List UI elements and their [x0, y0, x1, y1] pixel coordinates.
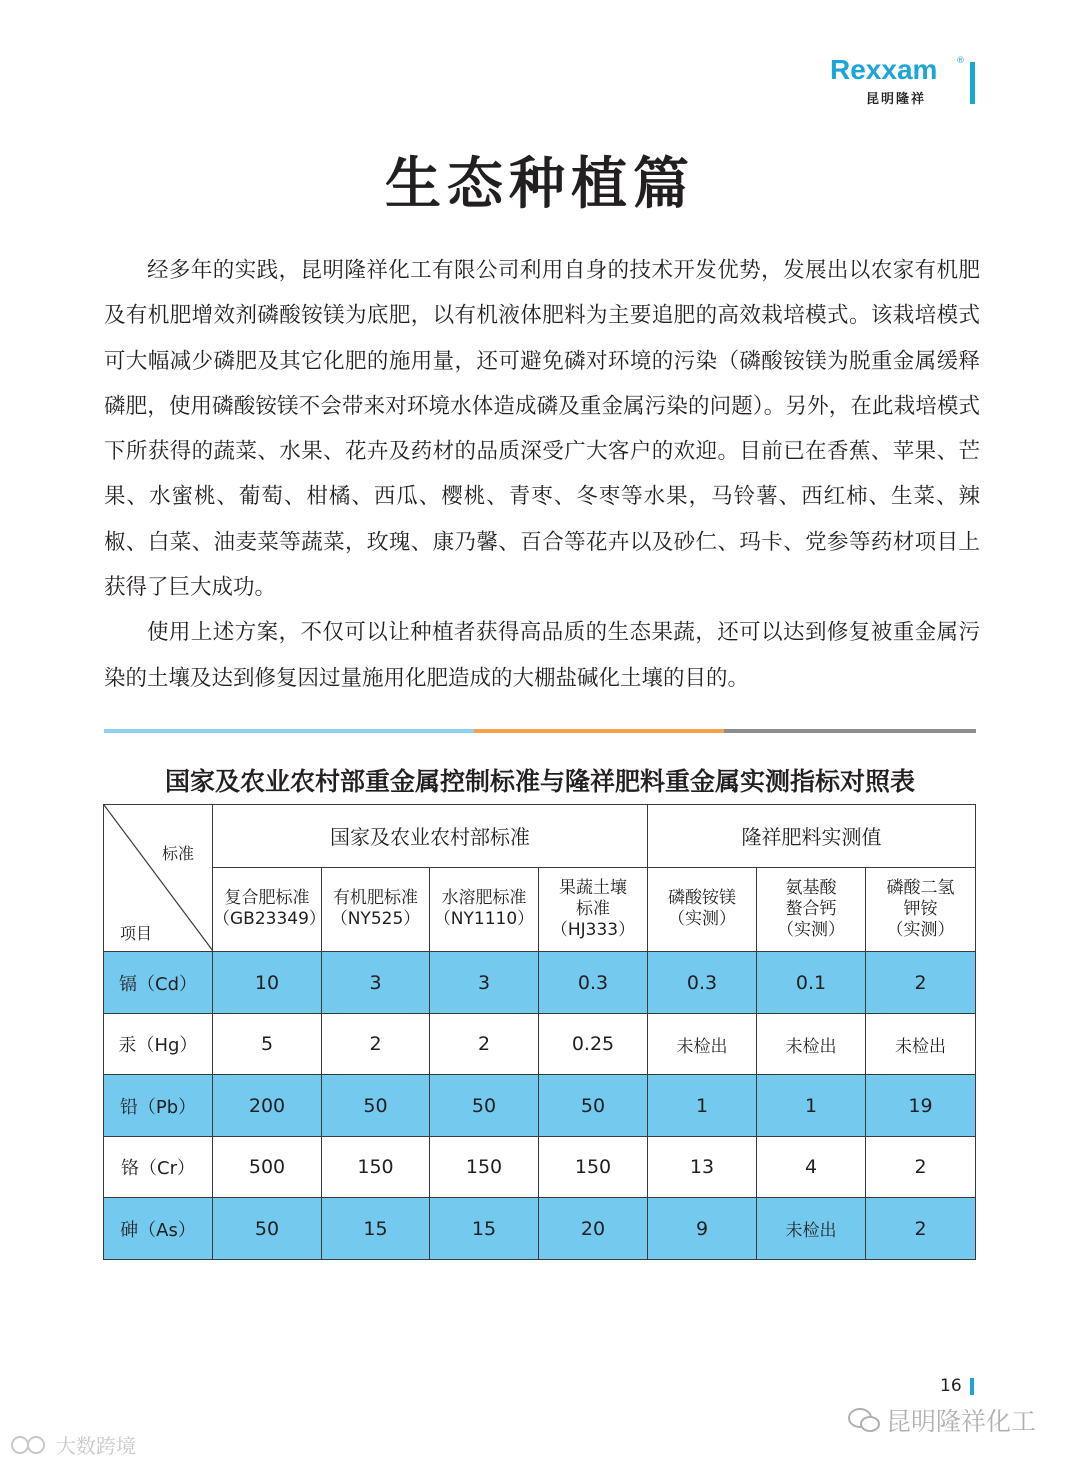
- column-header-line: 钾铵: [903, 898, 938, 919]
- table-cell: 0.3: [648, 952, 757, 1014]
- table-title: 国家及农业农村部重金属控制标准与隆祥肥料重金属实测指标对照表: [164, 767, 915, 796]
- table-cell: 0.25: [539, 1013, 648, 1075]
- watermark-logo-icon: [10, 1434, 52, 1456]
- column-header-line: 磷酸铵镁: [668, 888, 736, 909]
- table-cell: 19: [866, 1075, 976, 1137]
- column-header-line: 螯合钙: [785, 898, 837, 919]
- column-header-line: 磷酸二氢: [886, 877, 955, 898]
- table-cell: 未检出: [648, 1013, 757, 1075]
- watermark-right-text: 昆明隆祥化工: [886, 1407, 1037, 1436]
- table-cell: 2: [866, 1198, 976, 1260]
- table-cell: 15: [430, 1198, 539, 1260]
- table-row: [104, 1013, 976, 1075]
- table-cell: 2: [866, 1136, 976, 1198]
- table-cell: 200: [213, 1075, 322, 1137]
- row-item-label: 铬（Cr）: [104, 1136, 213, 1198]
- table-cell: 未检出: [866, 1013, 976, 1075]
- page-number: 16: [940, 1376, 962, 1396]
- column-header-line: （NY1110）: [433, 909, 535, 930]
- table-cell: 1: [648, 1075, 757, 1137]
- table-cell: 2: [322, 1013, 430, 1075]
- table-cell: 3: [430, 952, 539, 1014]
- row-item-label: 汞（Hg）: [104, 1013, 213, 1075]
- watermark-left: [10, 1430, 136, 1459]
- column-header-line: 复合肥标准: [224, 888, 310, 909]
- table-cell: 50: [322, 1075, 430, 1137]
- brand-logo: [830, 54, 980, 108]
- divider-blue: [104, 729, 474, 733]
- column-header: [213, 867, 326, 952]
- group-header-measured: 隆祥肥料实测值: [648, 805, 976, 868]
- column-header: [757, 867, 866, 952]
- table-cell: 1: [757, 1075, 866, 1137]
- logo-accent-bar: [970, 62, 975, 104]
- table-row: [104, 1136, 976, 1198]
- table-cell: 20: [539, 1198, 648, 1260]
- watermark-left-text: 大数跨境: [56, 1434, 136, 1458]
- body-text: [104, 248, 980, 701]
- column-header-line: （GB23349）: [213, 909, 326, 930]
- table-cell: 0.1: [757, 952, 866, 1014]
- corner-header-cell: [104, 805, 213, 952]
- paragraph-1: 经多年的实践，昆明隆祥化工有限公司利用自身的技术开发优势，发展出以农家有机肥及有机肥增效剂磷酸铵镁为底肥，以有机液体肥料为主要追肥的高效栽培模式。该栽培模式可大幅减少磷肥及其它化肥的施用量，还可避免磷对环境的污染（磷酸铵镁为脱重金属缓释磷肥，使用磷酸铵镁不会带来对环境水体造成磷及重金属污染的问题）。另外，在此栽培模式下所获得的蔬菜、水果、花卉及药材的品质深受广大客户的欢迎。目前已在香蕉、苹果、芒果、水蜜桃、葡萄、柑橘、西瓜、樱桃、青枣、冬枣等水果，马铃薯、西红柿、生菜、辣椒、白菜、油麦菜等蔬菜，玫瑰、康乃馨、百合等花卉以及砂仁、玛卡、党参等药材项目上获得了巨大成功。: [104, 258, 980, 601]
- column-header-line: 标准: [576, 898, 610, 919]
- table-cell: 9: [648, 1198, 757, 1260]
- column-header: [539, 867, 648, 952]
- column-header-line: （实测）: [668, 909, 736, 930]
- column-header: [648, 867, 757, 952]
- table-cell: 50: [430, 1075, 539, 1137]
- table-row: [104, 1075, 976, 1137]
- corner-label-standard: 标准: [162, 844, 195, 863]
- column-header-row: [104, 867, 976, 952]
- wechat-icon: [848, 1407, 880, 1433]
- logo-wordmark: Rexxam: [830, 54, 938, 85]
- table-cell: 2: [866, 952, 976, 1014]
- logo-subtitle: 昆明隆祥: [866, 92, 927, 107]
- table-cell: 50: [539, 1075, 648, 1137]
- table-cell: 3: [322, 952, 430, 1014]
- column-header-line: 有机肥标准: [333, 888, 418, 909]
- column-header-line: （NY525）: [330, 909, 421, 930]
- table-cell: 4: [757, 1136, 866, 1198]
- divider-orange: [474, 729, 724, 733]
- table-cell: 未检出: [757, 1198, 866, 1260]
- table-row: [104, 1198, 976, 1260]
- table-cell: 未检出: [757, 1013, 866, 1075]
- table-cell: 500: [213, 1136, 322, 1198]
- row-item-label: 砷（As）: [104, 1198, 213, 1260]
- table-cell: 150: [539, 1136, 648, 1198]
- table-cell: 150: [430, 1136, 539, 1198]
- table-cell: 13: [648, 1136, 757, 1198]
- table-row: [104, 952, 976, 1014]
- table-cell: 15: [322, 1198, 430, 1260]
- row-item-label: 铅（Pb）: [104, 1075, 213, 1137]
- page-title: 生态种植篇: [385, 152, 695, 217]
- divider-gray: [724, 729, 976, 733]
- column-header-line: 氨基酸: [785, 877, 837, 898]
- corner-label-item: 项目: [120, 924, 153, 943]
- page-number-bar: [970, 1378, 974, 1395]
- table-cell: 50: [213, 1198, 322, 1260]
- column-header-line: （实测）: [777, 919, 845, 940]
- table-cell: 10: [213, 952, 322, 1014]
- column-header: [430, 867, 539, 952]
- column-header-line: 果蔬土壤: [559, 877, 627, 898]
- table-cell: 5: [213, 1013, 322, 1075]
- group-header-national: 国家及农业农村部标准: [213, 805, 648, 868]
- heavy-metal-table: [103, 804, 976, 1260]
- table-cell: 150: [322, 1136, 430, 1198]
- table-cell: 2: [430, 1013, 539, 1075]
- table-cell: 0.3: [539, 952, 648, 1014]
- watermark-right: [848, 1402, 1036, 1438]
- column-header: [322, 867, 430, 952]
- paragraph-2: 使用上述方案，不仅可以让种植者获得高品质的生态果蔬，还可以达到修复被重金属污染的土壤及达到修复因过量施用化肥造成的大棚盐碱化土壤的目的。: [104, 620, 980, 691]
- row-item-label: 镉（Cd）: [104, 952, 213, 1014]
- column-header-line: 水溶肥标准: [441, 888, 527, 909]
- registered-mark: ®: [956, 56, 965, 66]
- column-header-line: （HJ333）: [550, 919, 636, 940]
- column-header: [866, 867, 976, 952]
- column-header-line: （实测）: [886, 919, 955, 940]
